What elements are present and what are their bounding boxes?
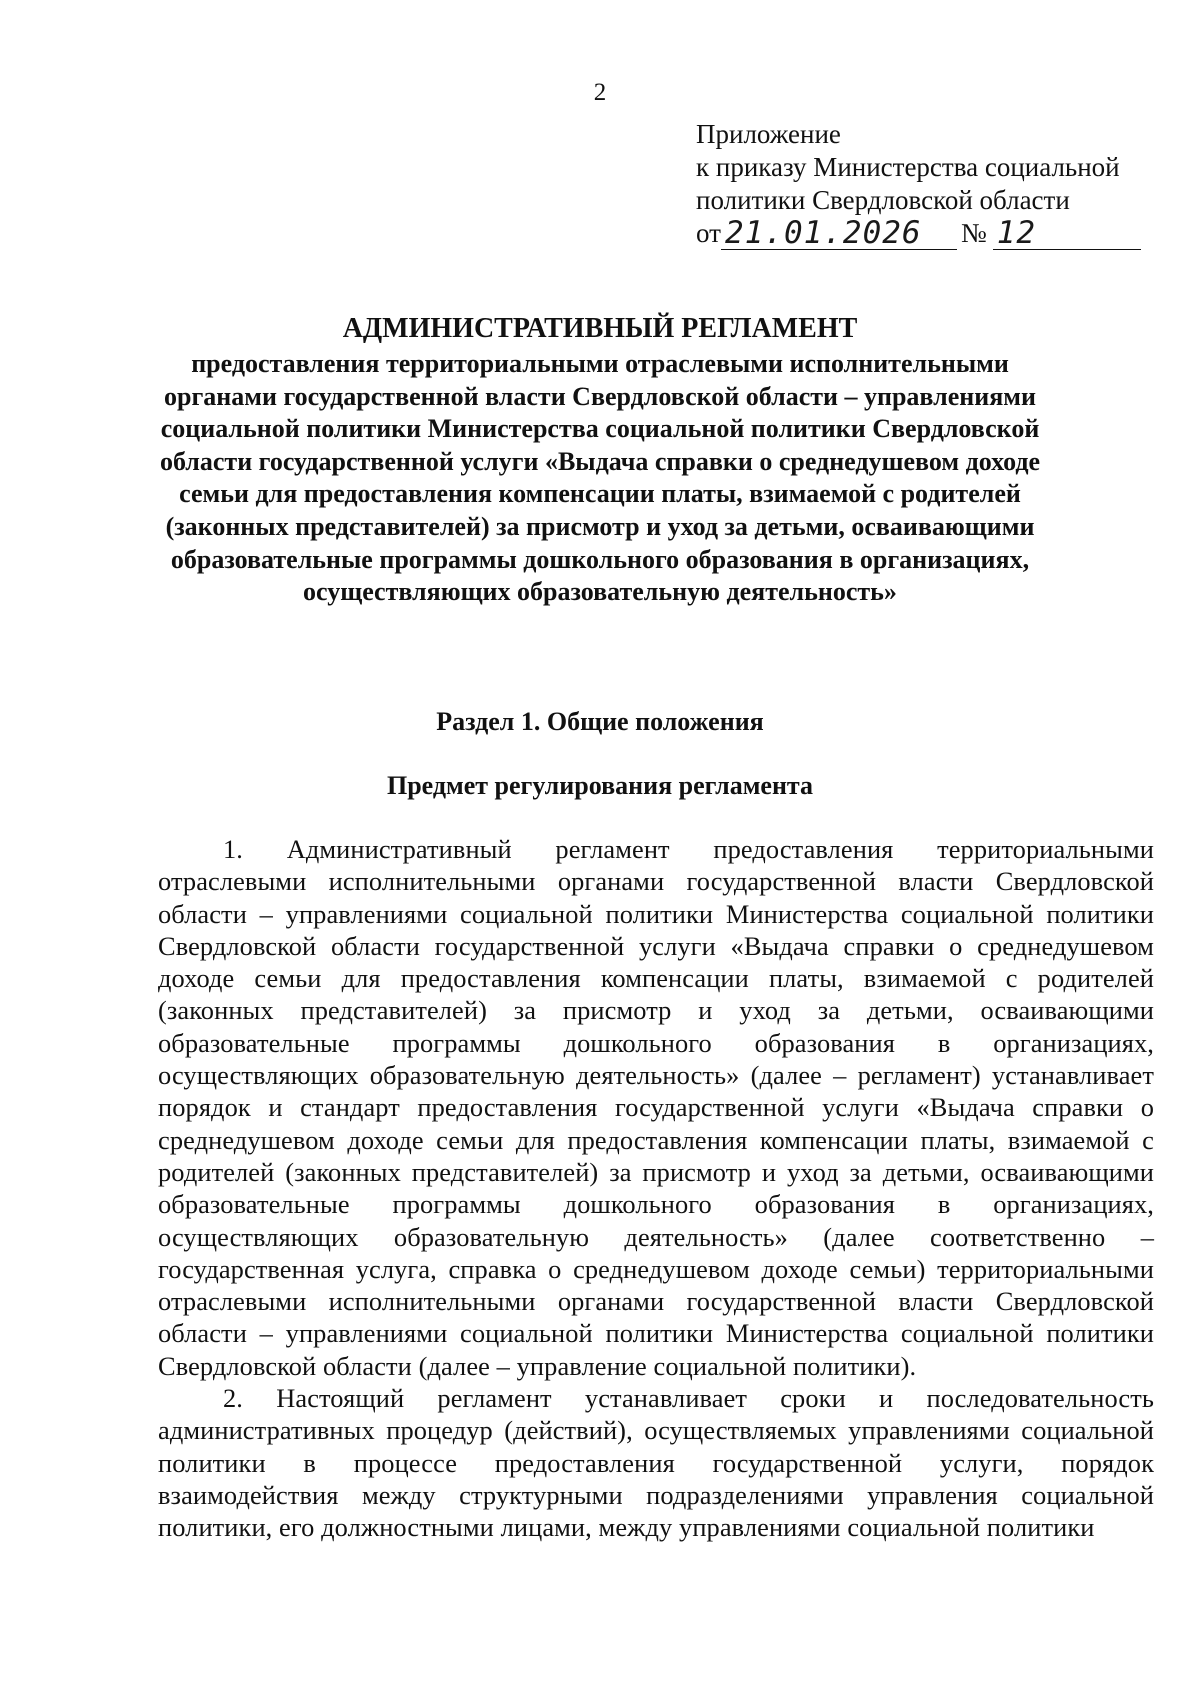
paragraph-1: 1. Административный регламент предоставления территориальными отраслевыми исполнительными органами государственной власти Свердловской области – управлениями социальной политики Министерства социальной политики Свердловской области государственной услуги «Выдача справки о среднедушевом доходе семьи для предоставления компенсации платы, взимаемой с родителей (законных представителей) за присмотр и уход за детьми, осваивающими образовательные программы дошкольного образования в организациях, осуществляющих образовательную деятельность» (далее – регламент) устанавливает порядок и стандарт предоставления государственной услуги «Выдача справки о среднедушевом доходе семьи для предоставления компенсации платы, взимаемой с родителей (законных представителей) за присмотр и уход за детьми, осваивающими образовательные программы дошкольного образования в организациях, осуществляющих образовательную деятельность» (далее соответственно – государственная услуга, справка о среднедушевом доходе семьи) территориальными отраслевыми исполнительными органами государственной власти Свердловской области – управлениями социальной политики Министерства социальной политики Свердловской области (далее – управление социальной политики). [158,834,1154,1381]
order-number-handwritten: 12 [993,217,1141,250]
page-number: 2 [593,79,607,106]
appendix-ministry: политики Свердловской области [696,185,1070,215]
appendix-order-ref: к приказу Министерства социальной [696,152,1120,182]
order-date-number-line [696,217,1156,250]
document-subtitle: предоставления территориальными отраслевыми исполнительными органами государственной власти Свердловской области – управлениями социальной политики Министерства социальной политики Свердловской области государственной услуги «Выдача справки о среднедушевом доходе семьи для предоставления компенсации платы, взимаемой с родителей (законных представителей) за присмотр и уход за детьми, осваивающими образовательные программы дошкольного образования в организациях, осуществляющих образовательную деятельность» [159,349,1041,607]
body-text [158,833,1154,1544]
date-prefix: от [696,218,721,248]
document-title: АДМИНИСТРАТИВНЫЙ РЕГЛАМЕНТ [342,313,858,344]
paragraph-2: 2. Настоящий регламент устанавливает сроки и последовательность административных процедур (действий), осуществляемых управлениями социальной политики в процессе предоставления государственной услуги, порядок взаимодействия между структурными подразделениями управления социальной политики, его должностными лицами, между управлениями социальной политики [158,1383,1154,1543]
number-prefix: № [960,218,987,248]
subsection-heading: Предмет регулирования регламента [386,771,814,800]
section-heading: Раздел 1. Общие положения [436,707,764,736]
document-title-block [150,312,1050,609]
order-date-handwritten: 21.01.2026 [721,217,957,250]
appendix-label: Приложение [696,119,841,149]
appendix-block [696,118,1156,250]
